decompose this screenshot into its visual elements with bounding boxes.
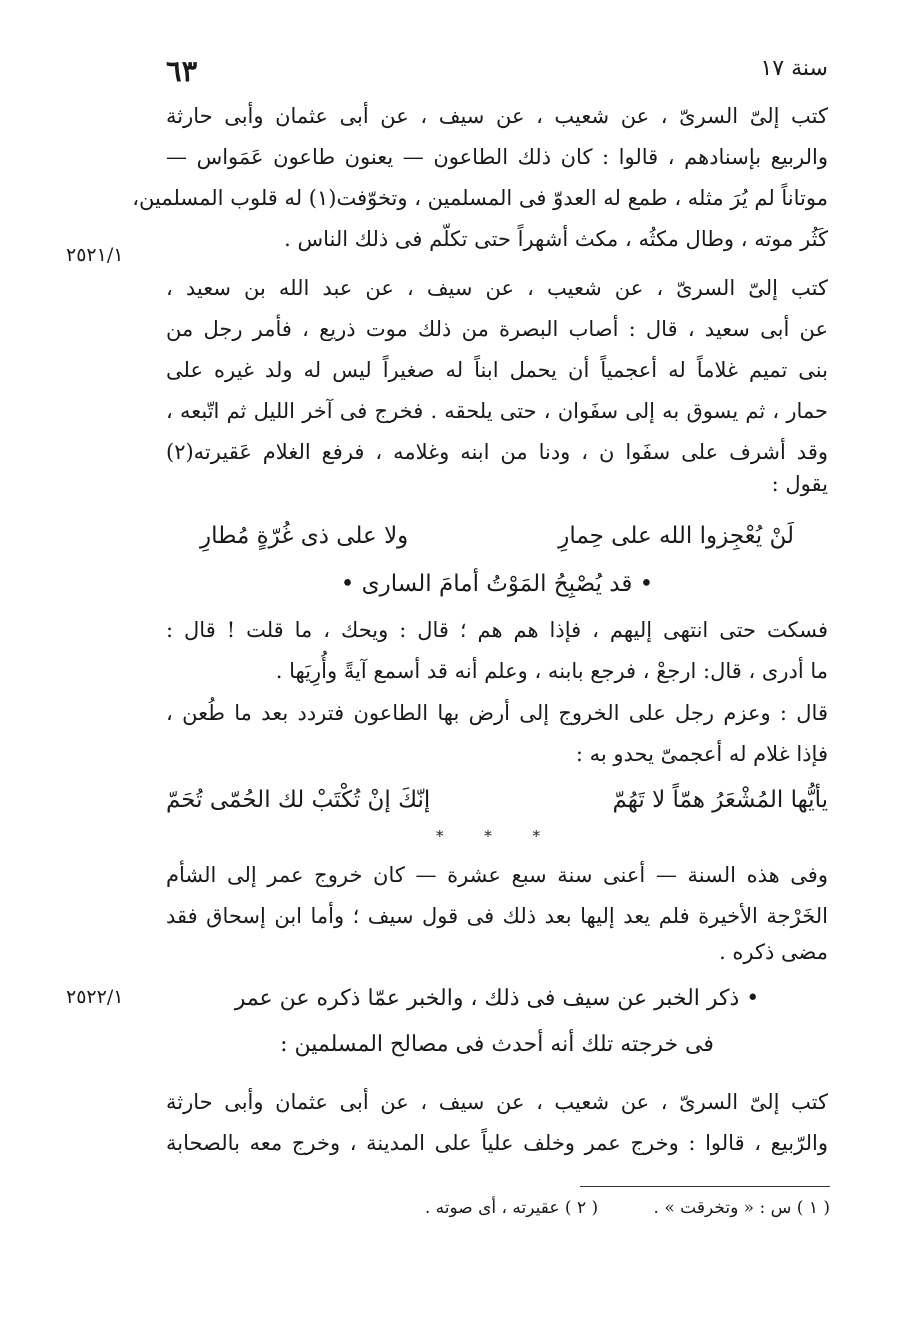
verse-line: • قد يُصْبِحُ المَوْتُ أمامَ السارى • [340,571,654,597]
section-separator: * * * [435,827,559,845]
footnotes [300,1198,830,1218]
text-line: يقول : [771,472,828,496]
verse-line [166,776,828,824]
text-line: وقد أشرف على سفَوا ن ، ودنا من ابنه وغلامه ، فرفع الغلام عَقيرته(٢) [166,440,828,464]
page-number: ٦٣ [166,54,198,88]
verse-hemistich: إنّكَ إنْ تُكْتَبْ لك الحُمّى تُحَمّ [166,787,431,813]
footnote: ( ١ ) س : « وتخرقت » . [653,1198,830,1218]
paragraph-6 [166,1082,828,1164]
text-line: فسكت حتى انتهى إليهم ، فإذا هم هم ؛ قال : ويحك ، ما قلت ! قال : [166,618,828,642]
text-line: قال : وعزم رجل على الخروج إلى أرض بها الطاعون فتردد بعد ما طُعن ، [166,701,828,725]
text-line: كتب إلىّ السرىّ ، عن شعيب ، عن سيف ، عن أبى عثمان وأبى حارثة [166,1090,828,1114]
paragraph-3 [166,610,828,692]
text-line: فإذا غلام له أعجمىّ يحدو به : [575,742,828,766]
margin-reference: ٢٥٢٢/١ [66,986,124,1008]
verse-block-1 [166,512,828,608]
margin-reference: ٢٥٢١/١ [66,244,124,266]
text-line: حمار ، ثم يسوق به إلى سفَوان ، حتى يلحقه . فخرج فى آخر الليل ثم اتّبعه ، [166,399,828,423]
verse-hemistich: لَنْ يُعْجِزوا الله على حِمارِ [558,523,794,549]
text-line: وفى هذه السنة — أعنى سنة سبع عشرة — كان خروج عمر إلى الشأم [166,863,828,887]
footnote-rule [580,1186,830,1187]
paragraph-1 [132,96,828,260]
verse-block-2 [166,776,828,848]
text-line: مضى ذكره . [719,940,828,964]
paragraph-4 [166,693,828,775]
verse-hemistich: يأيُّها المُشْعَرُ همّاً لا تَهُمّ [612,787,828,813]
text-line: الخَرْجة الأخيرة فلم يعد إليها بعد ذلك فى قول سيف ؛ وأما ابن إسحاق فقد [166,904,828,928]
text-line: موتاناً لم يُرَ مثله ، طمع له العدوّ فى المسلمين ، وتخوّفت(١) له قلوب المسلمين، [132,186,828,210]
text-line: عن أبى سعيد ، قال : أصاب البصرة من ذلك موت ذريع ، فأمر رجل من [166,317,828,341]
verse-hemistich: ولا على ذى غُرّةٍ مُطارِ [200,523,409,549]
running-head [166,54,828,90]
paragraph-2 [166,268,828,501]
text-line: كتب إلىّ السرىّ ، عن شعيب ، عن سيف ، عن عبد الله بن سعيد ، [166,276,828,300]
heading-line: • ذكر الخبر عن سيف فى ذلك ، والخبر عمّا ذكره عن عمر [234,986,760,1011]
footnote: ( ٢ ) عقيرته ، أى صوته . [424,1198,599,1218]
section-heading [166,976,828,1068]
text-line: كَثُر موته ، وطال مكثُه ، مكث أشهراً حتى تكلّم فى ذلك الناس . [284,227,828,251]
text-line: ما أدرى ، قال: ارجعْ ، فرجع بابنه ، وعلم أنه قد أسمع آيةً وأُرِيَها . [275,659,828,683]
text-line: كتب إلىّ السرىّ ، عن شعيب ، عن سيف ، عن أبى عثمان وأبى حارثة [166,104,828,128]
text-line: بنى تميم غلاماً له أعجمياً أن يحمل ابناً له صغيراً ليس له ولد غيره على [166,358,828,382]
text-line: والرّبيع ، قالوا : وخرج عمر وخلف علياً على المدينة ، وخرج معه بالصحابة [166,1131,828,1155]
heading-line: فى خرجته تلك أنه أحدث فى مصالح المسلمين : [280,1032,714,1057]
running-title: سنة ١٧ [760,56,828,81]
text-line: والربيع بإسنادهم ، قالوا : كان ذلك الطاعون — يعنون طاعون عَمَواس — [166,145,828,169]
paragraph-5 [166,855,828,971]
verse-line [166,512,828,560]
